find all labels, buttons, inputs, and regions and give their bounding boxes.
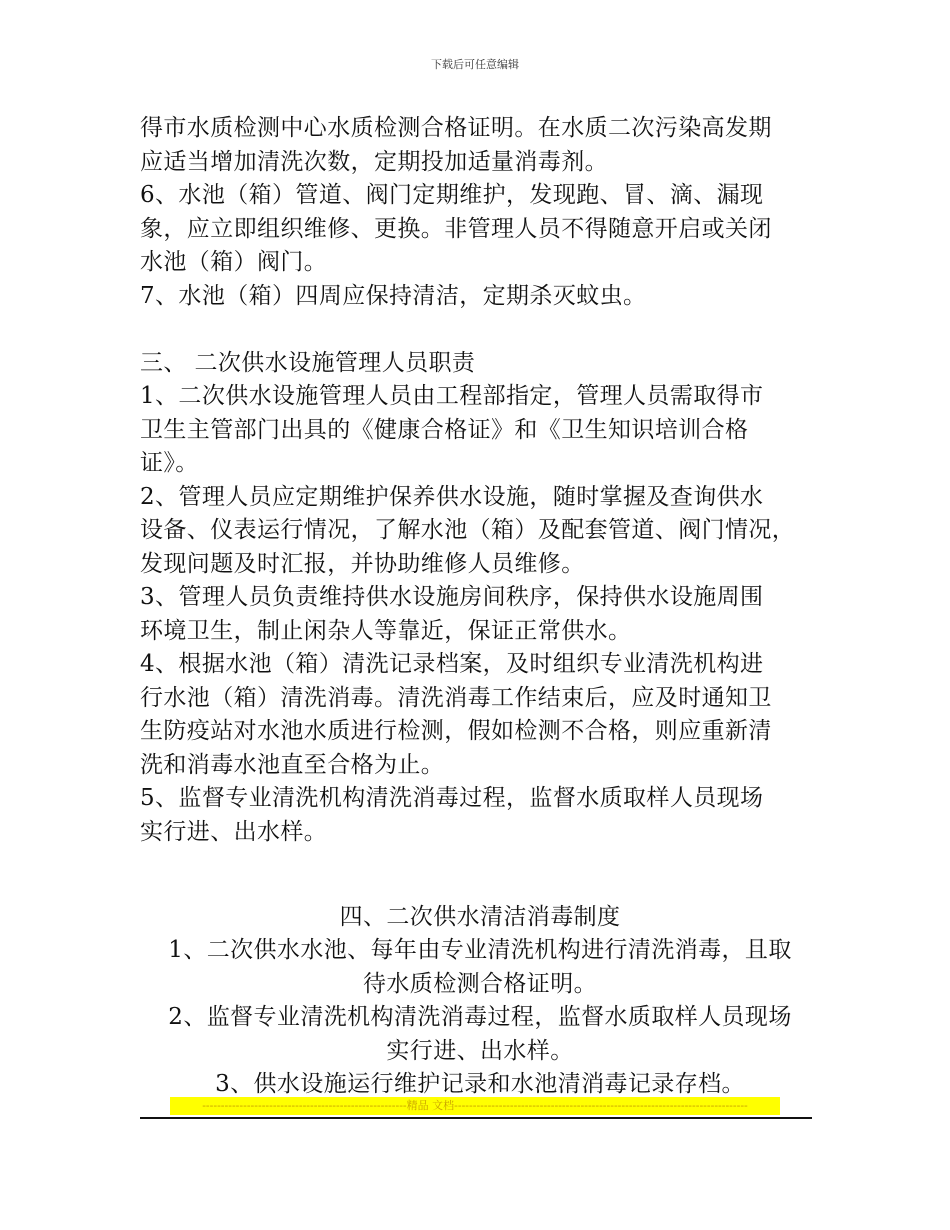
document-body	[140, 112, 820, 1102]
paragraph-line: 证》。	[140, 450, 199, 476]
paragraph-line: 行水池（箱）清洗消毒。清洗消毒工作结束后，应及时通知卫	[140, 684, 772, 711]
paragraph-line: 设备、仪表运行情况，了解水池（箱）及配套管道、阀门情况，	[140, 517, 796, 543]
section-heading: 四、二次供水清洁消毒制度	[339, 903, 621, 930]
paragraph-line: 1、二次供水设施管理人员由工程部指定，管理人员需取得市	[140, 383, 764, 409]
paragraph-line: 7、水池（箱）四周应保持清洁，定期杀灭蚊虫。	[140, 282, 647, 309]
paragraph-line: 水池（箱）阀门。	[140, 249, 328, 275]
paragraph-line: 环境卫生，制止闲杂人等靠近，保证正常供水。	[140, 617, 632, 644]
paragraph-line: 5、监督专业清洗机构清洗消毒过程，监督水质取样人员现场	[140, 785, 764, 811]
paragraph-line: 1、二次供水水池、每年由专业清洗机构进行清洗消毒，且取	[168, 937, 792, 963]
paragraph-line: 洗和消毒水池直至合格为止。	[140, 751, 445, 778]
paragraph-line: 实行进、出水样。	[140, 818, 328, 845]
footer-divider	[140, 1117, 812, 1119]
paragraph-line: 2、管理人员应定期维护保养供水设施，随时掌握及查询供水	[140, 483, 764, 510]
paragraph-line: 应适当增加清洗次数，定期投加适量消毒剂。	[140, 148, 608, 175]
paragraph-line: 3、供水设施运行维护记录和水池清消毒记录存档。	[215, 1071, 745, 1097]
paragraph-line: 4、根据水池（箱）清洗记录档案，及时组织专业清洗机构进	[140, 651, 764, 677]
paragraph-line: 2、监督专业清洗机构清洗消毒过程，监督水质取样人员现场	[168, 1004, 792, 1030]
page-header: 下载后可任意编辑	[431, 58, 519, 71]
paragraph-line: 实行进、出水样。	[386, 1037, 574, 1064]
paragraph-line: 3、管理人员负责维持供水设施房间秩序，保持供水设施周围	[140, 584, 764, 610]
paragraph-line: 得市水质检测中心水质检测合格证明。在水质二次污染高发期	[140, 115, 772, 141]
paragraph-line: 6、水池（箱）管道、阀门定期维护，发现跑、冒、滴、漏现	[140, 182, 764, 208]
paragraph-line: 待水质检测合格证明。	[363, 970, 597, 997]
paragraph-line: 发现问题及时汇报，并协助维修人员维修。	[140, 550, 585, 577]
footer-watermark: -------------------------------------------------------精品 文档-------------------------------------------------------------------------------	[170, 1097, 780, 1115]
paragraph-line: 象，应立即组织维修、更换。非管理人员不得随意开启或关闭	[140, 215, 772, 242]
paragraph-line: 卫生主管部门出具的《健康合格证》和《卫生知识培训合格	[140, 416, 749, 443]
section-heading: 三、 二次供水设施管理人员职责	[140, 349, 476, 376]
paragraph-line: 生防疫站对水池水质进行检测，假如检测不合格，则应重新清	[140, 718, 772, 744]
